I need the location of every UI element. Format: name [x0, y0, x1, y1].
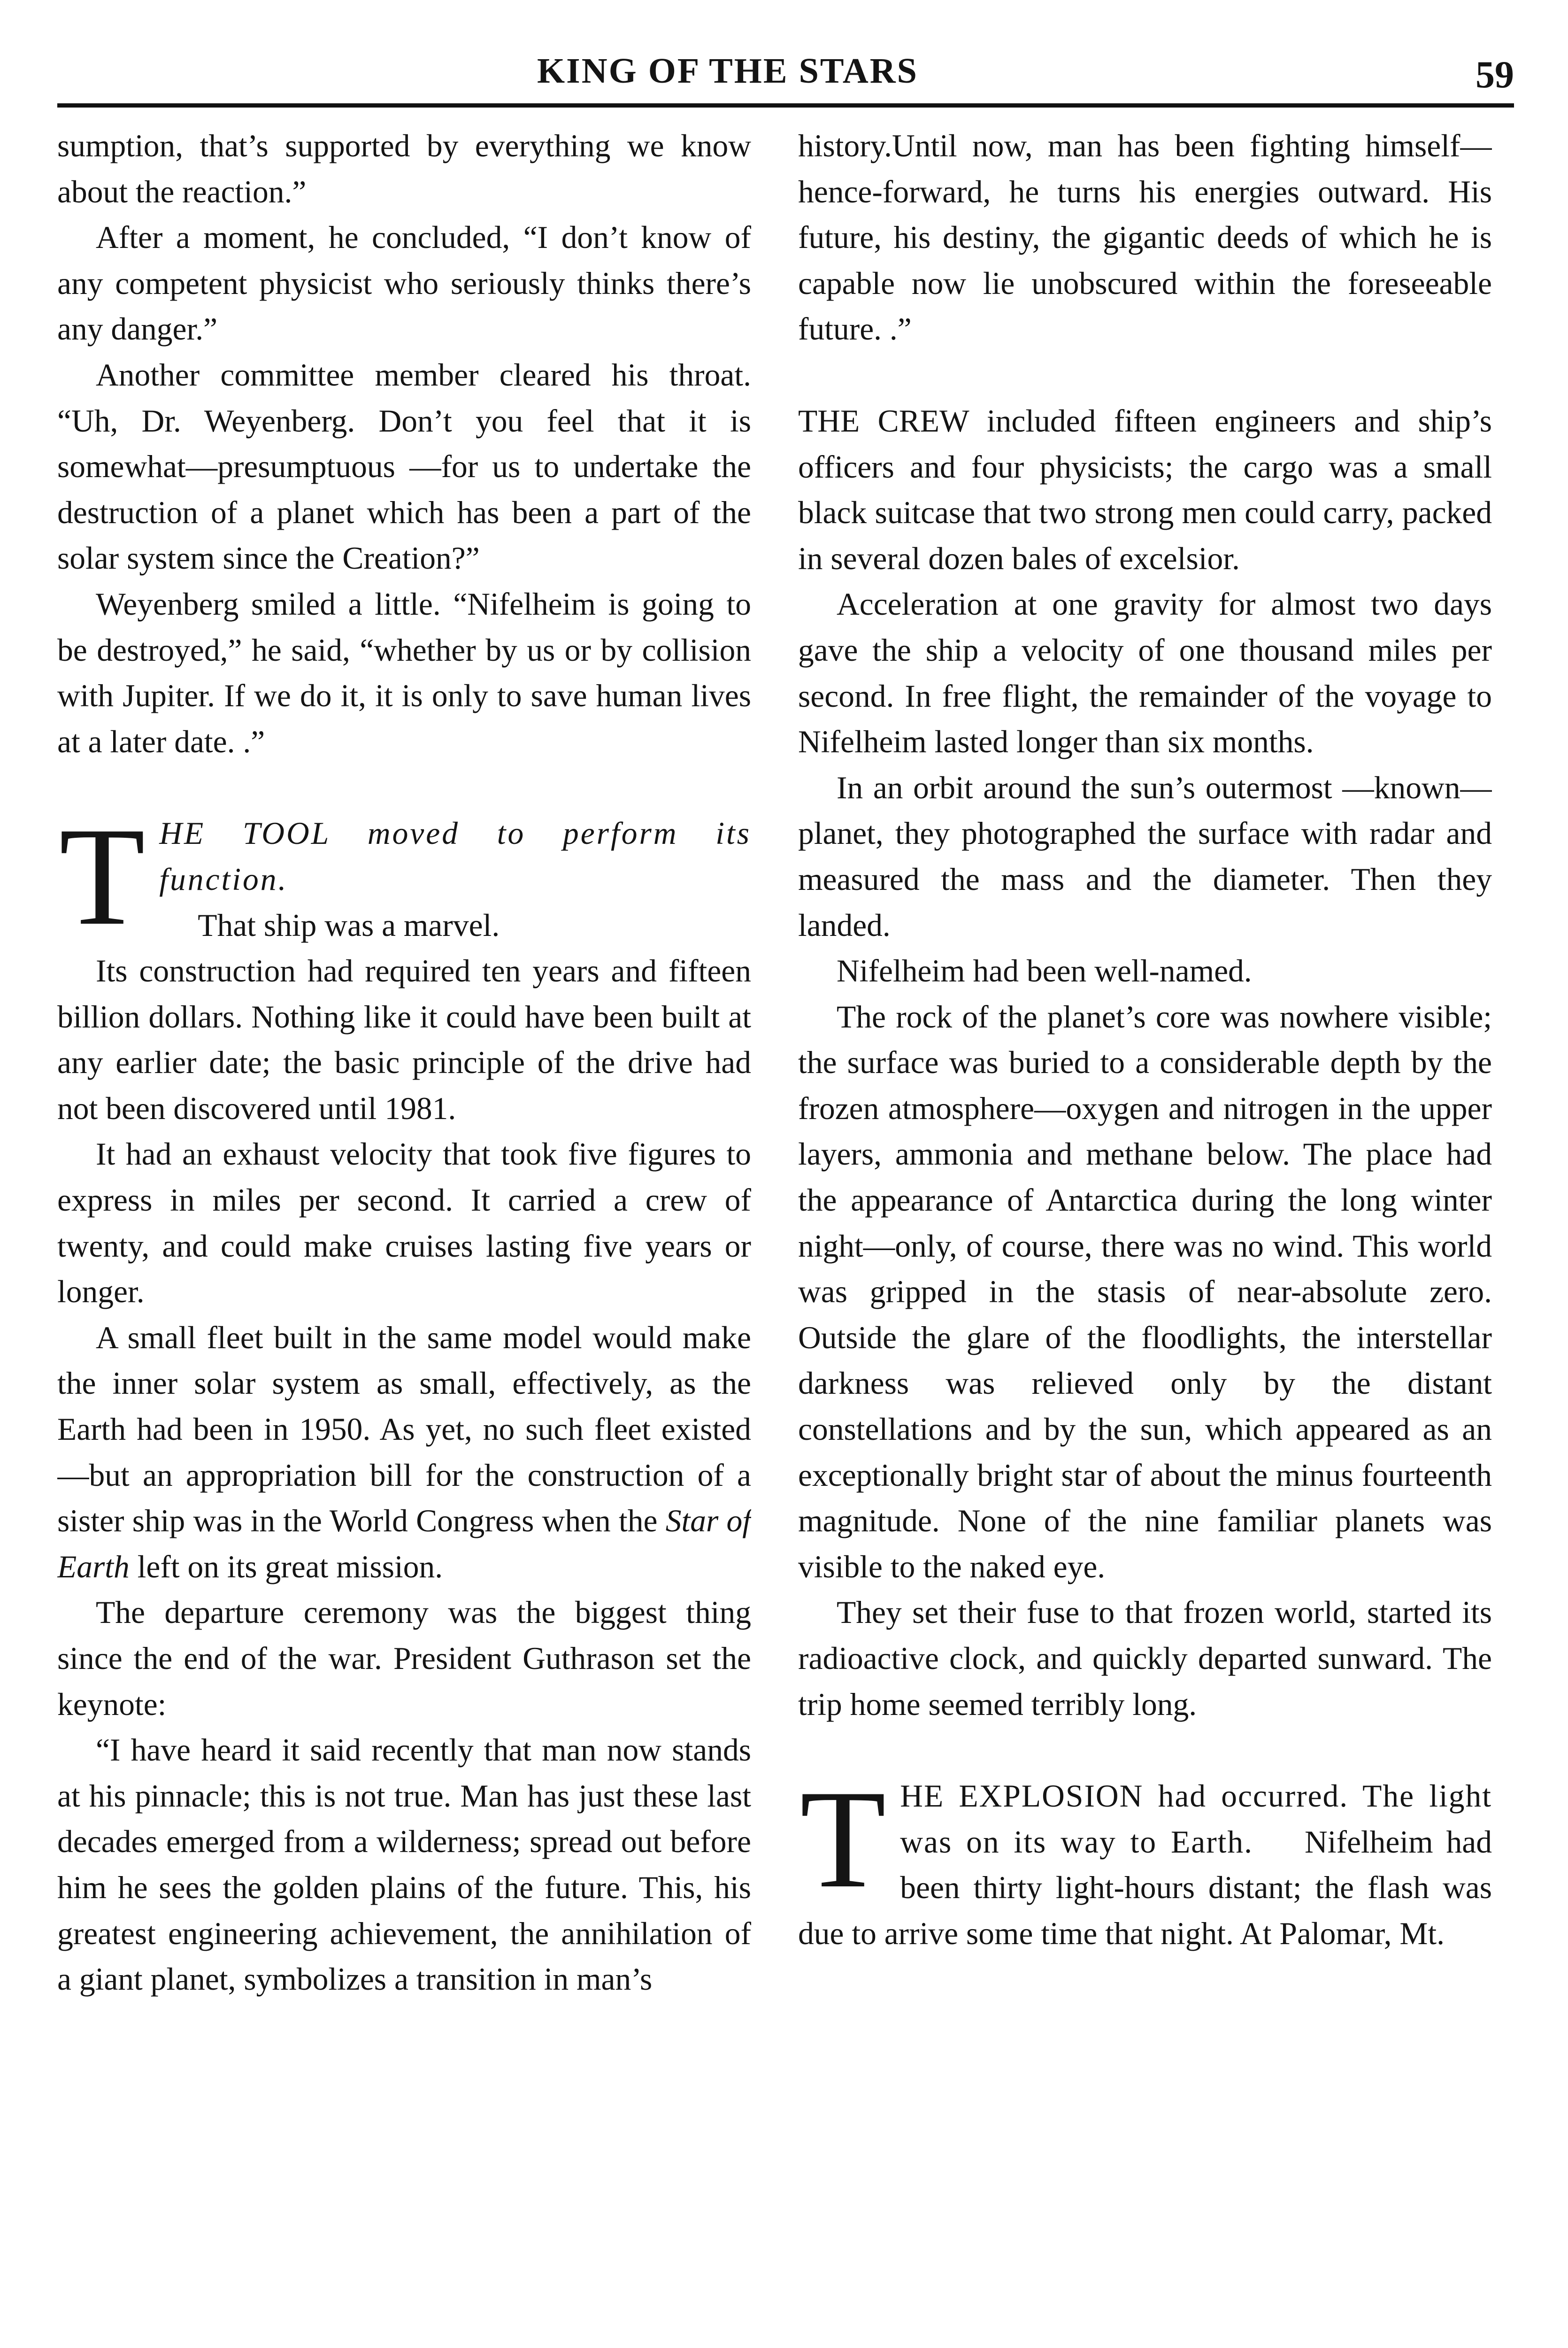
drop-cap: T: [59, 798, 146, 955]
paragraph: Weyenberg smiled a little. “Nifelheim is going to be destroyed,” he said, “whether by us or by collision with Jupiter. If we do it, it is only to save human lives at a later date. .”: [57, 586, 751, 759]
paragraph: history.Until now, man has been fighting himself—hence-forward, he turns his energies outward. His future, his destiny, the gigantic deeds of which he is capable now lie unobscured within the foreseeable future. .”: [798, 128, 1492, 347]
section-lead-italic: HE TOOL moved to perform its function.: [159, 816, 751, 897]
left-column: [57, 123, 751, 2340]
section-break: [798, 352, 1492, 398]
paragraph: The departure ceremony was the biggest thing since the end of the war. President Guthrason set the keynote:: [57, 1595, 751, 1722]
running-title: KING OF THE STARS: [537, 51, 918, 91]
paragraph: A small fleet built in the same model would make the inner solar system as small, effectively, as the Earth had been in 1950. As yet, no such fleet existed—but an appropriation bill for the construction of a sister ship was in the World Congress when the Star of Earth left on its great mission.: [57, 1320, 751, 1584]
paragraph: After a moment, he concluded, “I don’t know of any competent physicist who seriously thinks there’s any danger.”: [57, 220, 751, 347]
paragraph: The rock of the planet’s core was nowhere visible; the surface was buried to a considerable depth by the frozen atmosphere—oxygen and nitrogen in the upper layers, ammonia and methane below. The place had the appearance of Antarctica during the long winter night—only, of course, there was no wind. This world was gripped in the stasis of near-absolute zero. Outside the glare of the floodlights, the interstellar darkness was relieved only by the distant constellations and by the sun, which appeared as an exceptionally bright star of about the minus fourteenth magnitude. None of the nine familiar planets was visible to the naked eye.: [798, 999, 1492, 1584]
paragraph: sumption, that’s supported by everything we know about the reaction.”: [57, 128, 751, 209]
drop-cap: T: [800, 1761, 886, 1917]
section-lead: HE EXPLOSION had occurred. The light was on its way to Earth.: [900, 1778, 1492, 1860]
paragraph: Another committee member cleared his throat. “Uh, Dr. Weyenberg. Don’t you feel that it is somewhat—presumptuous —for us to undertake the destruction of a planet which has been a part of the solar system since the Creation?”: [57, 357, 751, 576]
section-first-line: That ship was a marvel.: [198, 907, 500, 943]
section-continuation: Nifelheim had been thirty light-hours distant; the flash was due to arrive some time that night. At Palomar, Mt.: [798, 1824, 1492, 1951]
paragraph: “I have heard it said recently that man now stands at his pinnacle; this is not true. Man has just these last decades emerged from a wilderness; spread out before him he sees the golden plains of the future. This, his greatest engineering achievement, the annihilation of a giant planet, symbolizes a transition in man’s: [57, 1732, 751, 1997]
paragraph: In an orbit around the sun’s outermost —known—planet, they photographed the surface with radar and measured the mass and the diameter. Then they landed.: [798, 770, 1492, 943]
header-rule: [57, 103, 1514, 108]
section-break: [798, 1727, 1492, 1773]
page-number: 59: [1476, 53, 1514, 96]
paragraph: It had an exhaust velocity that took five figures to express in miles per second. It carried a crew of twenty, and could make cruises lasting five years or longer.: [57, 1136, 751, 1310]
ship-name: Star of Earth: [57, 1503, 751, 1584]
paragraph: Its construction had required ten years and fifteen billion dollars. Nothing like it could have been built at any earlier date; the basic principle of the drive had not been discovered until 1981.: [57, 953, 751, 1126]
paragraph: Nifelheim had been well-named.: [837, 953, 1252, 989]
right-column: [798, 123, 1492, 2340]
section-opening: [57, 798, 751, 955]
section-break: [57, 765, 751, 811]
paragraph: THE CREW included fifteen engineers and ship’s officers and four physicists; the cargo was a small black suitcase that two strong men could carry, packed in several dozen bales of excelsior.: [798, 403, 1492, 576]
paragraph: Acceleration at one gravity for almost two days gave the ship a velocity of one thousand miles per second. In free flight, the remainder of the voyage to Nifelheim lasted longer than six months.: [798, 587, 1492, 760]
section-opening: [798, 1761, 1492, 1956]
paragraph: They set their fuse to that frozen world, started its radioactive clock, and quickly departed sunward. The trip home seemed terribly long.: [798, 1595, 1492, 1722]
